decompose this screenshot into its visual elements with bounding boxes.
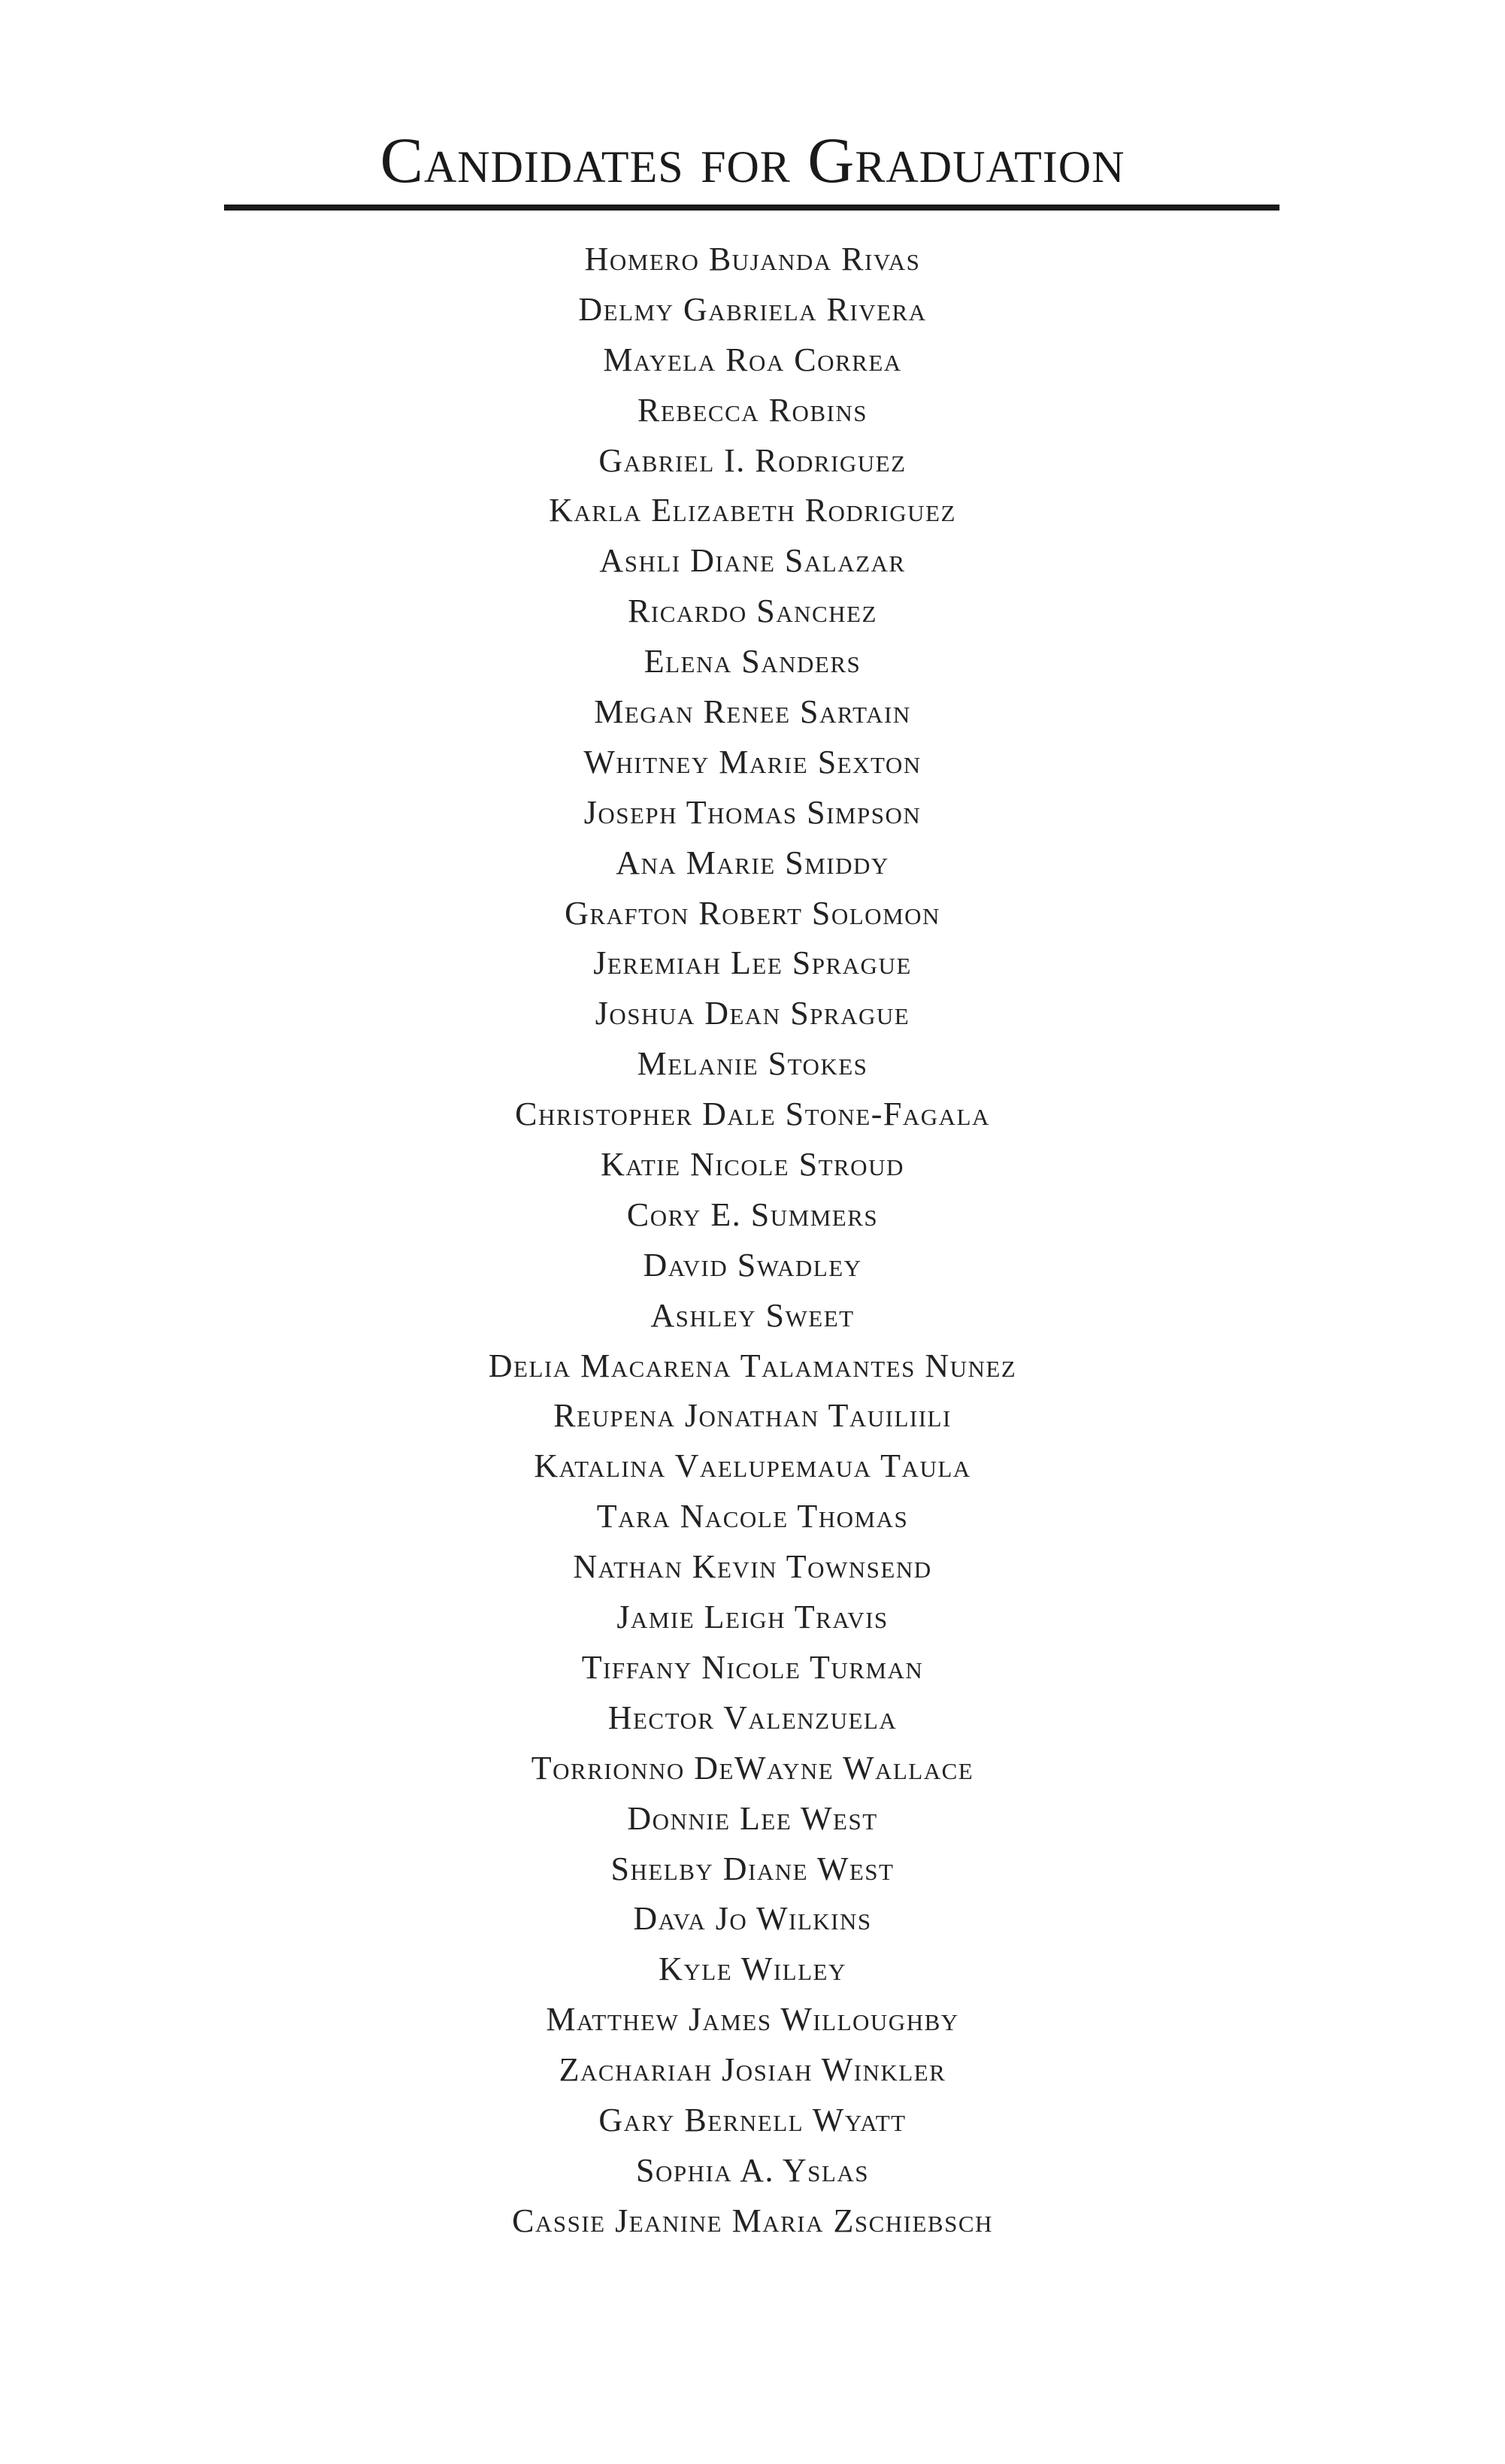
graduate-name: Torrionno DeWayne Wallace <box>531 1749 974 1787</box>
graduate-name: Delmy Gabriela Rivera <box>578 290 927 328</box>
graduate-name: Matthew James Willoughby <box>546 2001 959 2038</box>
graduate-name: Zachariah Josiah Winkler <box>559 2051 946 2089</box>
graduate-name: Katie Nicole Stroud <box>601 1146 904 1184</box>
graduate-name: Delia Macarena Talamantes Nunez <box>488 1347 1017 1384</box>
graduate-name: Donnie Lee West <box>627 1799 878 1837</box>
page-title: Candidates for Graduation <box>380 124 1125 196</box>
title-divider <box>224 205 1279 211</box>
graduate-name: Jamie Leigh Travis <box>616 1599 889 1636</box>
graduate-name: Kyle Willey <box>659 1950 846 1988</box>
graduate-name-list <box>0 235 1505 2247</box>
graduate-name: Rebecca Robins <box>637 391 868 429</box>
graduate-name: Joshua Dean Sprague <box>595 995 910 1032</box>
graduate-name: Hector Valenzuela <box>607 1699 898 1736</box>
graduate-name: Gabriel I. Rodriguez <box>598 441 907 479</box>
graduate-name: Ricardo Sanchez <box>628 593 877 630</box>
graduate-name: Tara Nacole Thomas <box>596 1498 909 1535</box>
graduate-name: Joseph Thomas Simpson <box>583 793 922 831</box>
graduate-name: Megan Renee Sartain <box>594 693 911 731</box>
graduate-name: Ana Marie Smiddy <box>616 844 889 881</box>
graduate-name: Sophia A. Yslas <box>636 2151 869 2189</box>
graduate-name: Grafton Robert Solomon <box>565 894 940 932</box>
graduate-name: Gary Bernell Wyatt <box>598 2101 907 2138</box>
graduate-name: Mayela Roa Correa <box>603 341 902 378</box>
graduate-name: Elena Sanders <box>643 643 862 680</box>
graduate-name: Jeremiah Lee Sprague <box>593 944 912 982</box>
graduate-name: Ashley Sweet <box>650 1296 855 1334</box>
graduate-name: Whitney Marie Sexton <box>583 743 922 780</box>
graduate-name: Ashli Diane Salazar <box>599 542 906 580</box>
graduate-name: Tiffany Nicole Turman <box>581 1648 924 1686</box>
graduate-name: Reupena Jonathan Tauiliili <box>553 1397 952 1435</box>
graduate-name: Shelby Diane West <box>610 1850 895 1887</box>
graduate-name: Katalina Vaelupemaua Taula <box>534 1447 971 1485</box>
graduate-name: Karla Elizabeth Rodriguez <box>549 492 956 529</box>
graduate-name: David Swadley <box>643 1246 862 1284</box>
graduate-name: Dava Jo Wilkins <box>633 1900 872 1938</box>
graduate-name: Nathan Kevin Townsend <box>573 1548 932 1586</box>
graduate-name: Cassie Jeanine Maria Zschiebsch <box>512 2202 993 2239</box>
graduate-name: Homero Bujanda Rivas <box>584 241 921 277</box>
graduate-name: Christopher Dale Stone-Fagala <box>515 1096 990 1133</box>
graduate-name: Cory E. Summers <box>626 1196 879 1233</box>
graduate-name: Melanie Stokes <box>637 1045 868 1083</box>
